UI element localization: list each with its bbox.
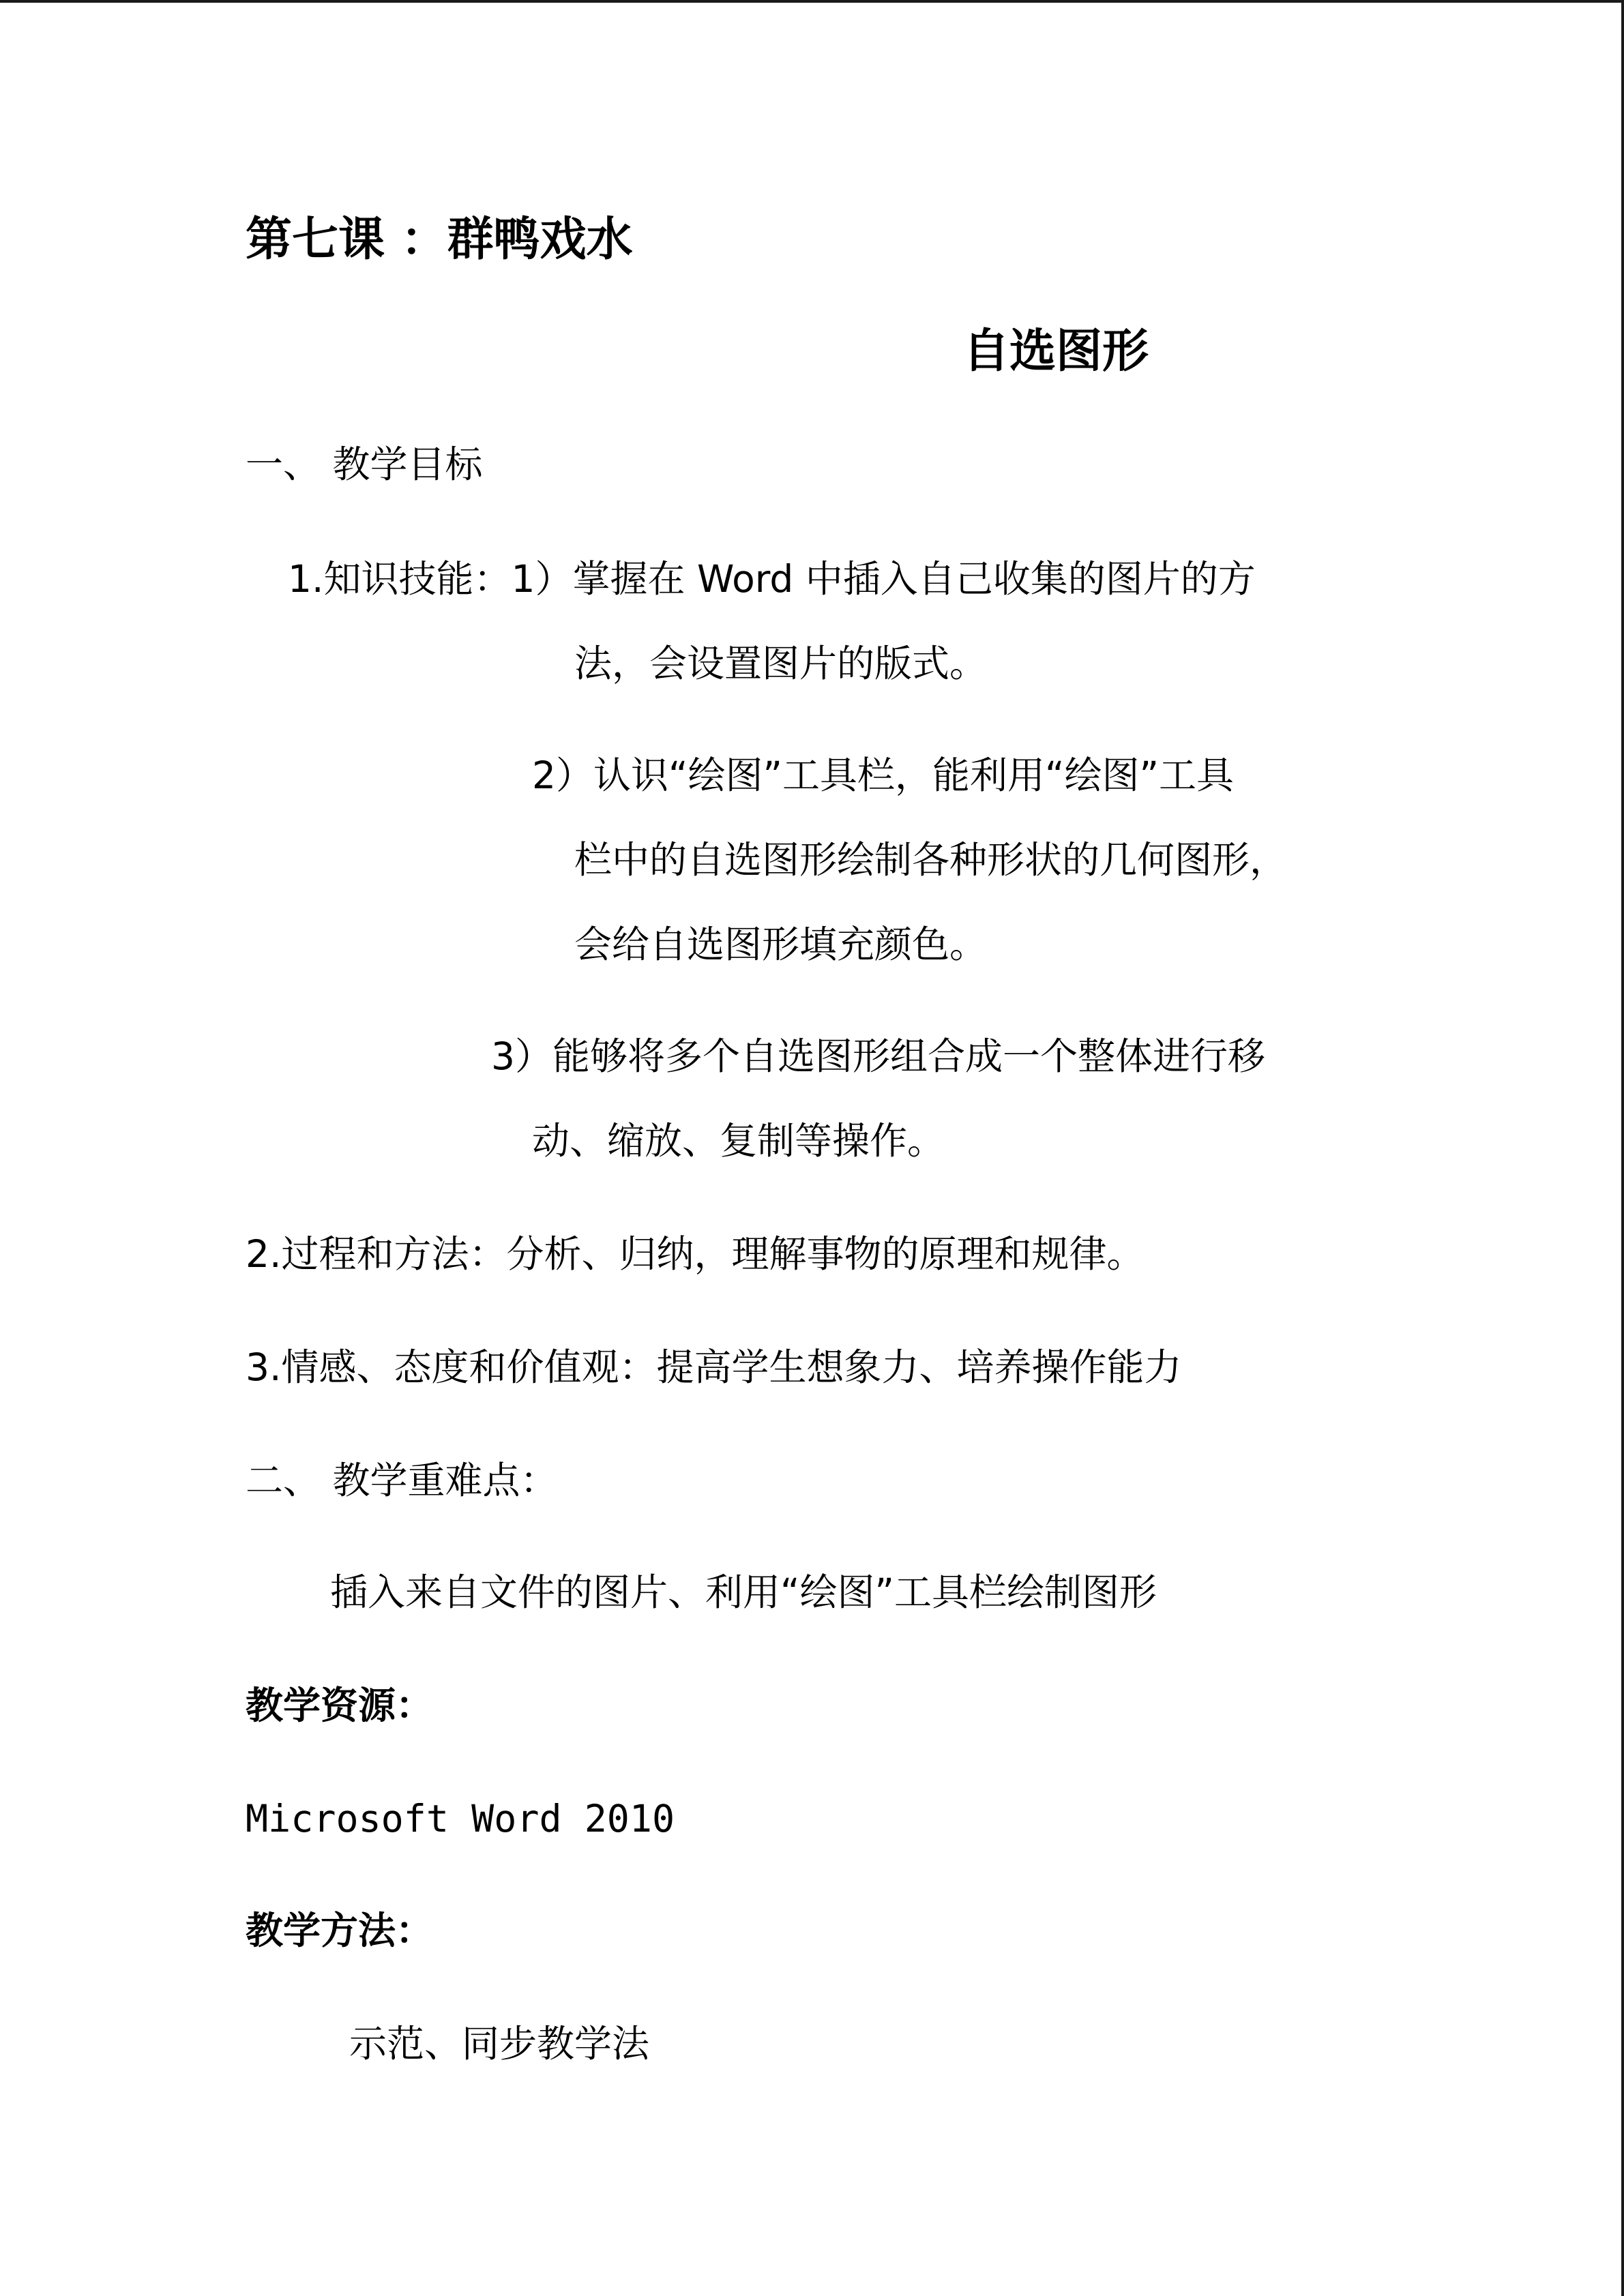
goal-knowledge-sub3-line-1: 3）能够将多个自选图形组合成一个整体进行移 [491, 1034, 1265, 1078]
page-border-right [1621, 0, 1624, 2296]
methods-body: 示范、同步教学法 [349, 2022, 650, 2066]
goal-knowledge-line-2: 法，会设置图片的版式。 [574, 642, 988, 685]
document-title: 第七课 ：群鸭戏水 [246, 213, 633, 267]
resources-body: Microsoft Word 2010 [246, 1797, 675, 1840]
goal-knowledge-line-1: 1.知识技能：1）掌握在 Word 中插入自己收集的图片的方 [288, 557, 1256, 601]
goal-knowledge-sub2-line-1: 2）认识“绘图”工具栏，能利用“绘图”工具 [532, 754, 1234, 797]
section-heading-teaching-goals: 一、 教学目标 [246, 443, 483, 486]
document-subtitle: 自选图形 [963, 325, 1149, 378]
goal-knowledge-sub2-line-3: 会给自选图形填充颜色。 [574, 923, 988, 966]
resources-heading: 教学资源： [246, 1684, 434, 1727]
goal-emotion-attitude: 3.情感、态度和价值观：提高学生想象力、培养操作能力 [246, 1345, 1182, 1389]
methods-heading: 教学方法： [246, 1909, 434, 1952]
goal-knowledge-sub3-line-2: 动、缩放、复制等操作。 [532, 1119, 945, 1163]
goal-process-method: 2.过程和方法：分析、归纳，理解事物的原理和规律。 [246, 1232, 1145, 1276]
page-border-top [0, 0, 1624, 3]
section-heading-key-points: 二、 教学重难点： [246, 1459, 558, 1502]
goal-knowledge-sub2-line-2: 栏中的自选图形绘制各种形状的几何图形， [574, 838, 1288, 882]
key-points-body: 插入来自文件的图片、利用“绘图”工具栏绘制图形 [330, 1570, 1157, 1614]
